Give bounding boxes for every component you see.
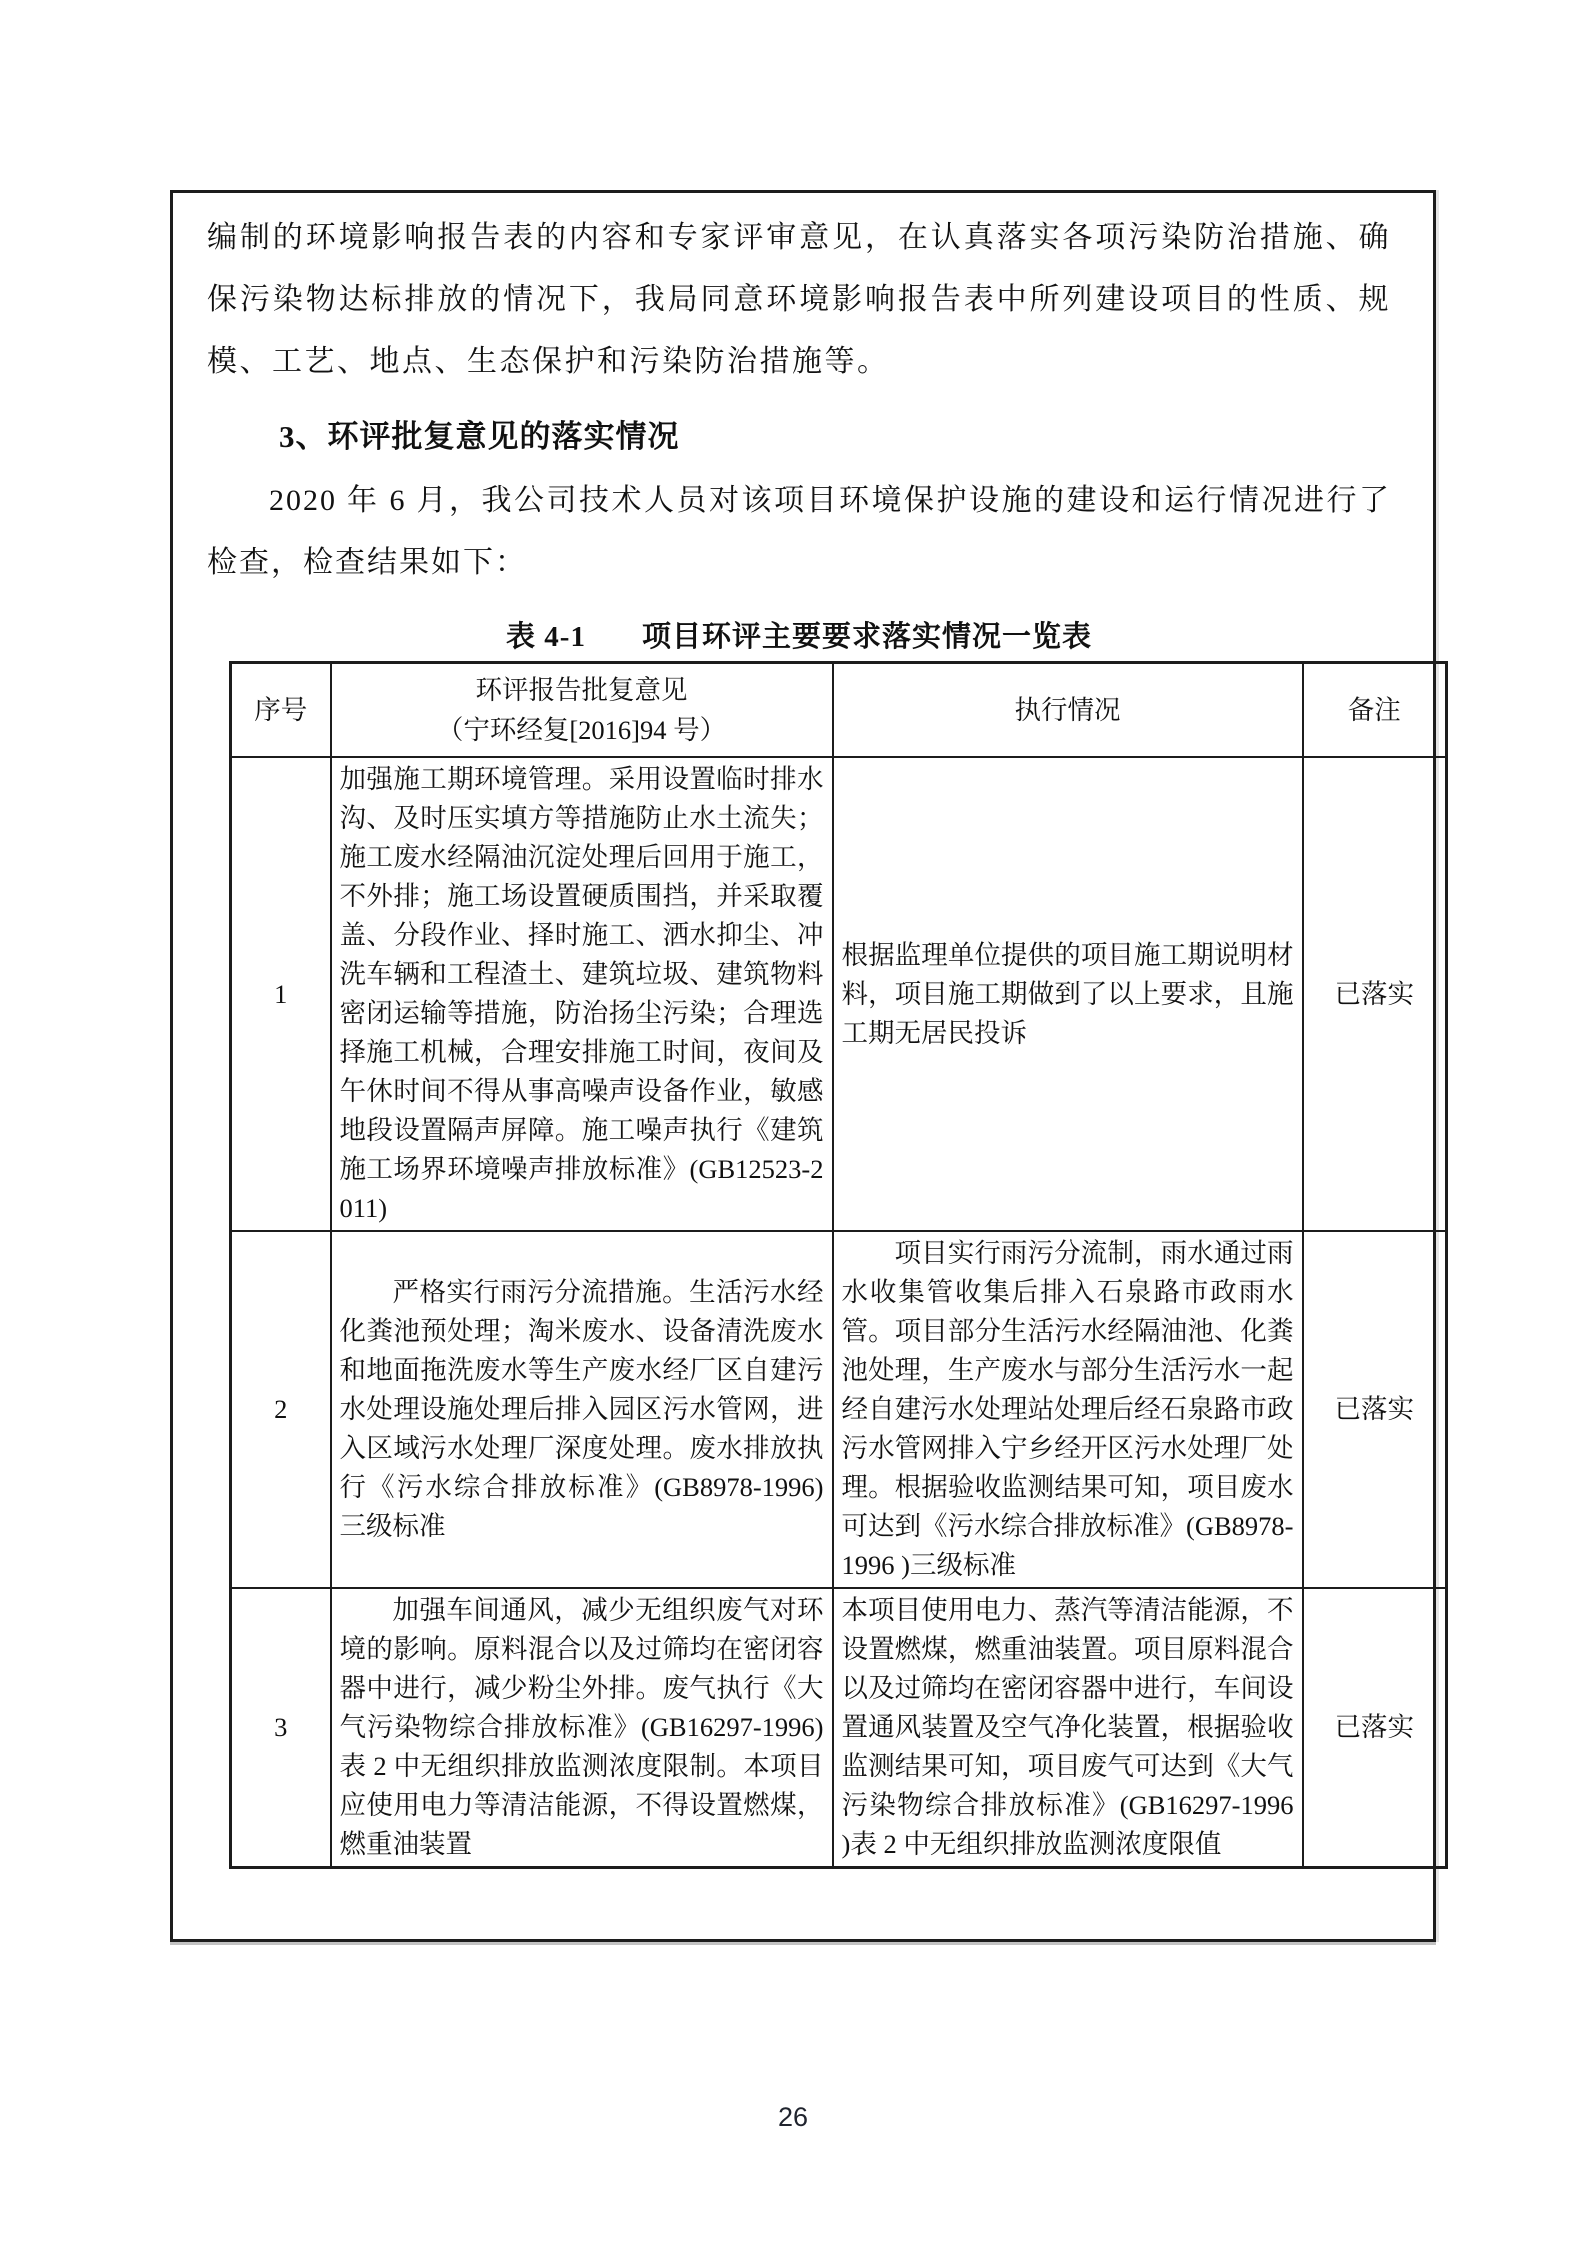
row-number-cell: 2 xyxy=(231,1231,331,1588)
table-header-row xyxy=(231,663,1447,758)
row-number-cell: 3 xyxy=(231,1588,331,1868)
implementation-cell: 根据监理单位提供的项目施工期说明材料，项目施工期做到了以上要求，且施工期无居民投诉 xyxy=(833,757,1303,1231)
header-cell-requirement xyxy=(331,663,833,758)
remark-cell: 已落实 xyxy=(1303,1588,1447,1868)
compliance-table xyxy=(229,661,1448,1869)
table-row xyxy=(231,757,1447,1231)
requirement-cell: 加强车间通风，减少无组织废气对环境的影响。原料混合以及过筛均在密闭容器中进行，减少粉尘外排。废气执行《大气污染物综合排放标准》(GB16297-1996)表 2 中无组织排放监测浓度限制。本项目应使用电力等清洁能源，不得设置燃煤，燃重油装置 xyxy=(331,1588,833,1868)
section-paragraph: 2020 年 6 月，我公司技术人员对该项目环境保护设施的建设和运行情况进行了检查，检查结果如下： xyxy=(207,484,1391,579)
requirement-cell: 加强施工期环境管理。采用设置临时排水沟、及时压实填方等措施防止水土流失；施工废水经隔油沉淀处理后回用于施工，不外排；施工场设置硬质围挡，并采取覆盖、分段作业、择时施工、洒水抑尘、冲洗车辆和工程渣土、建筑垃圾、建筑物料密闭运输等措施，防治扬尘污染；合理选择施工机械，合理安排施工时间，夜间及午休时间不得从事高噪声设备作业，敏感地段设置隔声屏障。施工噪声执行《建筑施工场界环境噪声排放标准》(GB12523-2011) xyxy=(331,757,833,1231)
header-requirement-line2: （宁环经复[2016]94 号） xyxy=(436,715,727,745)
header-cell-implementation: 执行情况 xyxy=(833,663,1303,758)
implementation-cell: 本项目使用电力、蒸汽等清洁能源，不设置燃煤，燃重油装置。项目原料混合以及过筛均在密闭容器中进行，车间设置通风装置及空气净化装置，根据验收监测结果可知，项目废气可达到《大气污染物综合排放标准》(GB16297-1996 )表 2 中无组织排放监测浓度限值 xyxy=(833,1588,1303,1868)
table-caption-label: 表 4-1 xyxy=(506,621,586,653)
document-content-box xyxy=(170,190,1436,1942)
table-caption xyxy=(207,614,1391,655)
remark-cell: 已落实 xyxy=(1303,757,1447,1231)
header-cell-number: 序号 xyxy=(231,663,331,758)
requirement-cell: 严格实行雨污分流措施。生活污水经化粪池预处理；淘米废水、设备清洗废水和地面拖洗废水等生产废水经厂区自建污水处理设施处理后排入园区污水管网，进入区域污水处理厂深度处理。废水排放执行《污水综合排放标准》(GB8978-1996)三级标准 xyxy=(331,1231,833,1588)
header-requirement-line1: 环评报告批复意见 xyxy=(475,675,688,705)
remark-cell: 已落实 xyxy=(1303,1231,1447,1588)
page-number: 26 xyxy=(777,2102,809,2132)
table-row xyxy=(231,1231,1447,1588)
table-caption-title: 项目环评主要要求落实情况一览表 xyxy=(641,621,1092,653)
row-number-cell: 1 xyxy=(231,757,331,1231)
table-row xyxy=(231,1588,1447,1868)
intro-paragraph: 编制的环境影响报告表的内容和专家评审意见，在认真落实各项污染防治措施、确保污染物达标排放的情况下，我局同意环境影响报告表中所列建设项目的性质、规模、工艺、地点、生态保护和污染防治措施等。 xyxy=(207,221,1391,378)
header-cell-remark: 备注 xyxy=(1303,663,1447,758)
section-heading: 3、环评批复意见的落实情况 xyxy=(279,419,680,454)
implementation-cell: 项目实行雨污分流制，雨水通过雨水收集管收集后排入石泉路市政雨水管。项目部分生活污水经隔油池、化粪池处理，生产废水与部分生活污水一起经自建污水处理站处理后经石泉路市政污水管网排入宁乡经开区污水处理厂处理。根据验收监测结果可知，项目废水可达到《污水综合排放标准》(GB8978-1996 )三级标准 xyxy=(833,1231,1303,1588)
